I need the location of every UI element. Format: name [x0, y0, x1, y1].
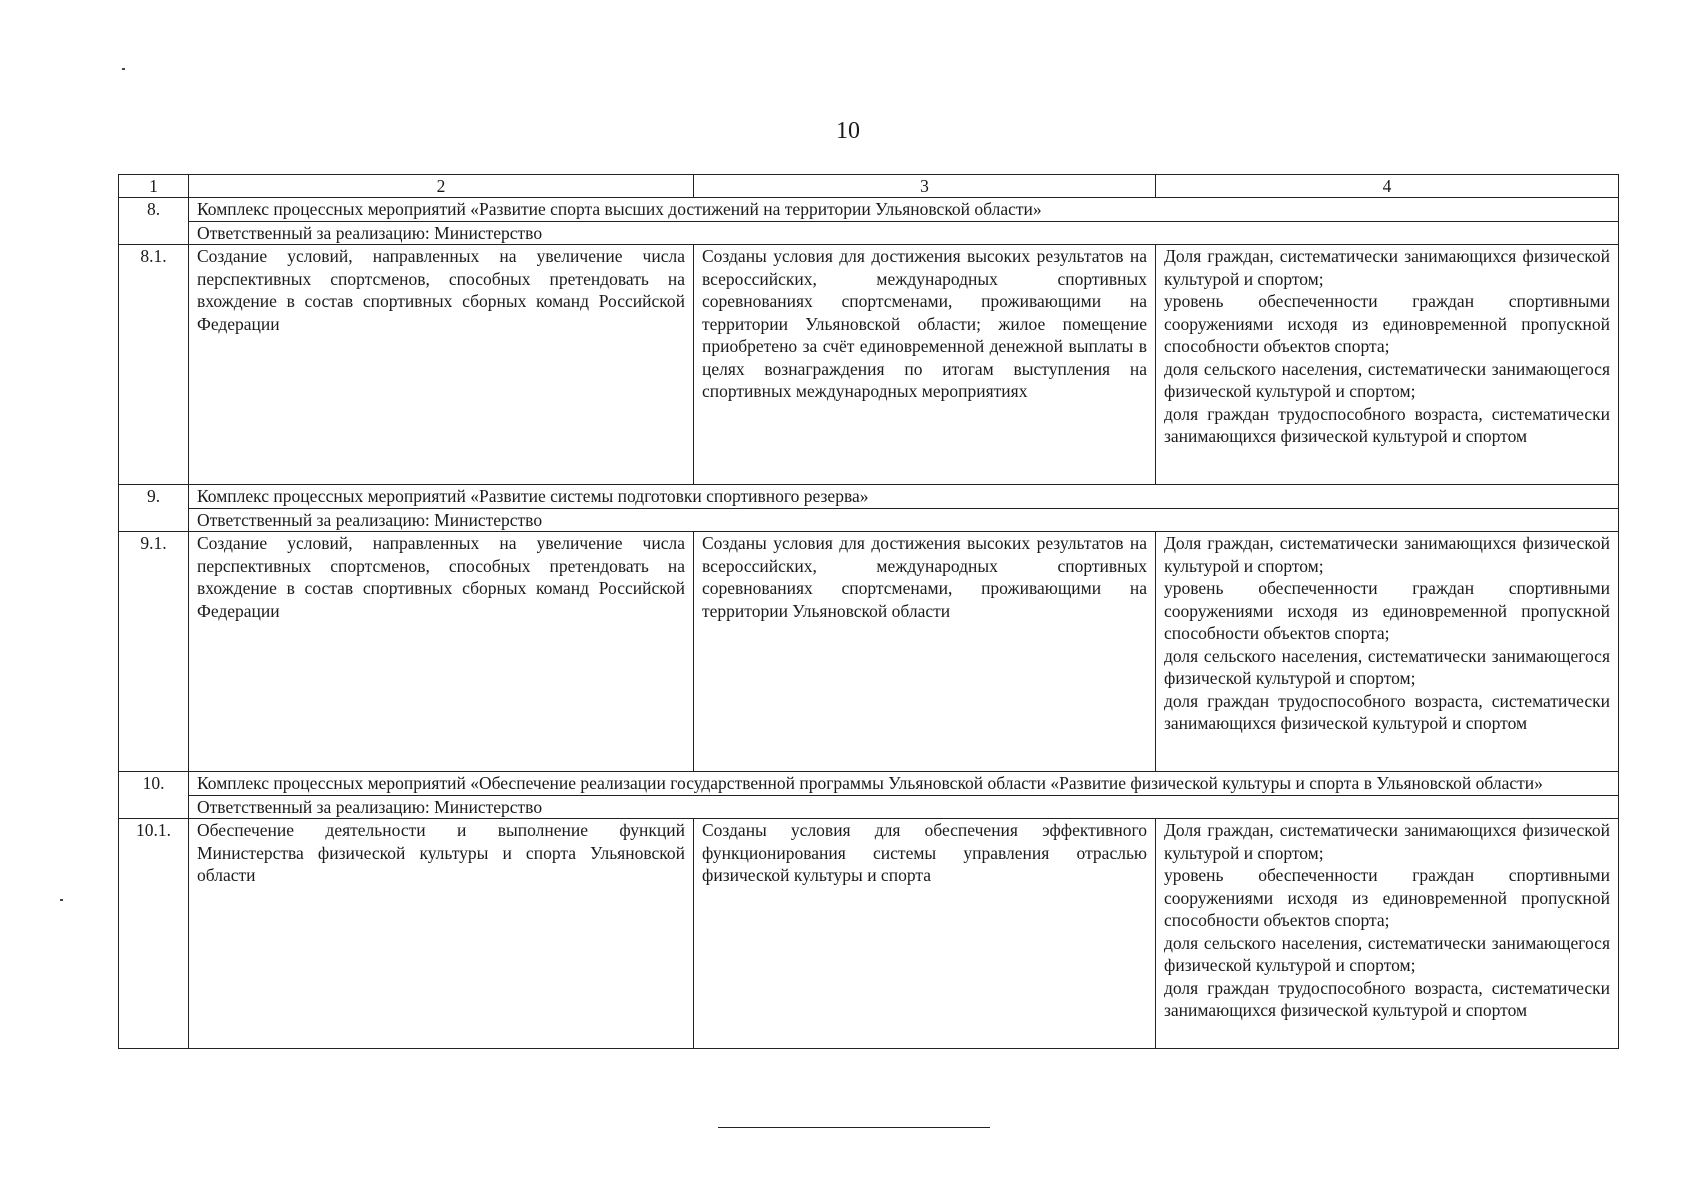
table-row: [119, 245, 1619, 485]
scan-speck: [122, 68, 125, 70]
indicator-item: уровень обеспеченности граждан спортивными сооружениями исходя из единовременной пропускной способности объектов спорта;: [1164, 865, 1610, 930]
section-title: Комплекс процессных мероприятий «Обеспечение реализации государственной программы Ульяновской области «Развитие физической культуры и спорта в Ульяновской области»: [189, 772, 1619, 796]
indicators: [1156, 819, 1619, 1049]
task-description: Создание условий, направленных на увеличение числа перспективных спортсменов, способных претендовать на вхождение в состав спортивных сборных команд Российской Федерации: [189, 532, 694, 772]
row-number: 8.1.: [119, 245, 189, 485]
responsible-text: Ответственный за реализацию: Министерство: [189, 508, 1619, 532]
scan-speck: [60, 899, 63, 901]
footer-rule: [718, 1127, 990, 1128]
responsible-row: [119, 508, 1619, 532]
section-number: 9.: [119, 485, 189, 532]
header-row: [119, 175, 1619, 198]
section-title-row: [119, 485, 1619, 509]
task-description: Создание условий, направленных на увеличение числа перспективных спортсменов, способных претендовать на вхождение в состав спортивных сборных команд Российской Федерации: [189, 245, 694, 485]
indicators: [1156, 245, 1619, 485]
indicator-item: доля сельского населения, систематически занимающегося физической культурой и спортом;: [1164, 358, 1610, 401]
section-title: Комплекс процессных мероприятий «Развитие системы подготовки спортивного резерва»: [189, 485, 1619, 509]
task-description: Обеспечение деятельности и выполнение функций Министерства физической культуры и спорта Ульяновской области: [189, 819, 694, 1049]
indicator-item: доля граждан трудоспособного возраста, систематически занимающихся физической культурой и спортом: [1164, 690, 1610, 733]
responsible-text: Ответственный за реализацию: Министерство: [189, 795, 1619, 819]
indicator-item: доля граждан трудоспособного возраста, систематически занимающихся физической культурой и спортом: [1164, 403, 1610, 446]
table-row: [119, 532, 1619, 772]
indicators: [1156, 532, 1619, 772]
responsible-text: Ответственный за реализацию: Министерство: [189, 221, 1619, 245]
section-title-row: [119, 772, 1619, 796]
program-table: [118, 174, 1619, 1049]
table-row: [119, 819, 1619, 1049]
section-title: Комплекс процессных мероприятий «Развитие спорта высших достижений на территории Ульяновской области»: [189, 198, 1619, 222]
header-cell: 4: [1156, 175, 1619, 198]
indicator-item: доля граждан трудоспособного возраста, систематически занимающихся физической культурой и спортом: [1164, 977, 1610, 1020]
indicator-item: уровень обеспеченности граждан спортивными сооружениями исходя из единовременной пропускной способности объектов спорта;: [1164, 578, 1610, 643]
section-number: 8.: [119, 198, 189, 245]
row-number: 10.1.: [119, 819, 189, 1049]
expected-result: Созданы условия для обеспечения эффективного функционирования системы управления отраслью физической культуры и спорта: [694, 819, 1156, 1049]
header-cell: 2: [189, 175, 694, 198]
indicator-item: уровень обеспеченности граждан спортивными сооружениями исходя из единовременной пропускной способности объектов спорта;: [1164, 291, 1610, 356]
header-cell: 3: [694, 175, 1156, 198]
indicator-item: Доля граждан, систематически занимающихся физической культурой и спортом;: [1164, 820, 1610, 863]
indicator-item: доля сельского населения, систематически занимающегося физической культурой и спортом;: [1164, 932, 1610, 975]
indicator-item: Доля граждан, систематически занимающихся физической культурой и спортом;: [1164, 246, 1610, 289]
responsible-row: [119, 795, 1619, 819]
section-title-row: [119, 198, 1619, 222]
expected-result: Созданы условия для достижения высоких результатов на всероссийских, международных спортивных соревнованиях спортсменами, проживающими на территории Ульяновской области; жилое помещение приобретено за счёт единовременной денежной выплаты в целях вознаграждения по итогам выступления на спортивных международных мероприятиях: [694, 245, 1156, 485]
expected-result: Созданы условия для достижения высоких результатов на всероссийских, международных спортивных соревнованиях спортсменами, проживающими на территории Ульяновской области: [694, 532, 1156, 772]
responsible-row: [119, 221, 1619, 245]
section-number: 10.: [119, 772, 189, 819]
indicator-item: доля сельского населения, систематически занимающегося физической культурой и спортом;: [1164, 645, 1610, 688]
header-cell: 1: [119, 175, 189, 198]
page-number: 10: [836, 118, 860, 144]
indicator-item: Доля граждан, систематически занимающихся физической культурой и спортом;: [1164, 533, 1610, 576]
row-number: 9.1.: [119, 532, 189, 772]
